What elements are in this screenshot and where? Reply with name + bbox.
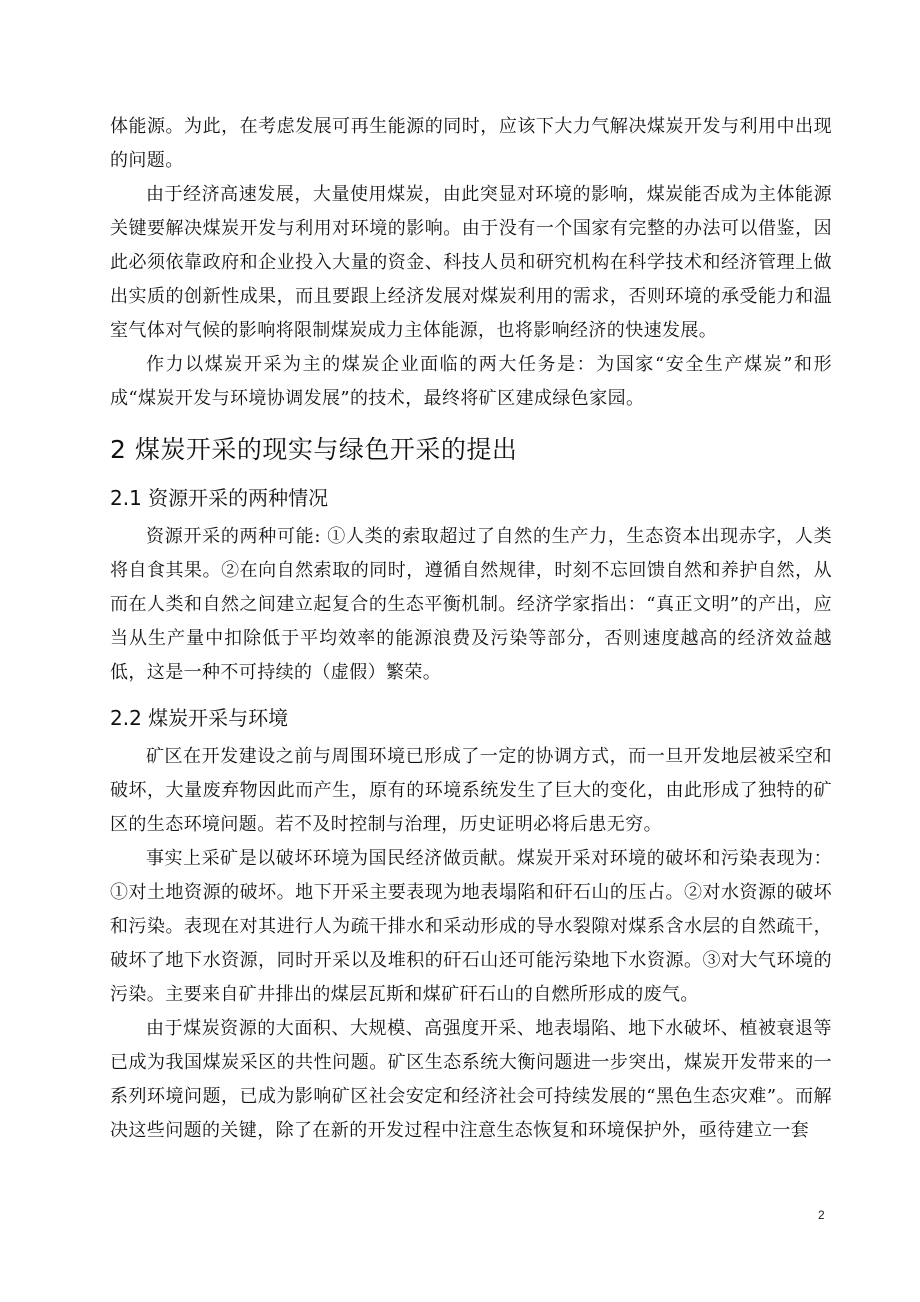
paragraph-mining-area: 矿区在开发建设之前与周围环境已形成了一定的协调方式，而一旦开发地层被采空和破坏，大量废弃物因此而产生，原有的环境系统发生了巨大的变化，由此形成了独特的矿区的生态环境问题。若不及时控制与治理，历史证明必将后患无穷。 [110,746,832,835]
paragraph-environmental-damage: 事实上采矿是以破坏环境为国民经济做贡献。煤炭开采对环境的破坏和污染表现为：①对土地资源的破坏。地下开采主要表现为地表塌陷和矸石山的压占。②对水资源的破坏和污染。表现在对其进行人为疏干排水和采动形成的导水裂隙对煤系含水层的自然疏干，破坏了地下水资源，同时开采以及堆积的矸石山还可能污染地下水资源。③对大气环境的污染。主要来自矿井排出的煤层瓦斯和煤矿矸石山的自燃所形成的废气。 [110,848,832,1005]
section-heading-2: 2 煤炭开采的现实与绿色开采的提出 [110,435,518,464]
paragraph-economy-impact: 由于经济高速发展，大量使用煤炭，由此突显对环境的影响，煤炭能否成为主体能源关键要解决煤炭开发与利用对环境的影响。由于没有一个国家有完整的办法可以借鉴，因此必须依靠政府和企业投入大量的资金、科技人员和研究机构在科学技术和经济管理上做出实质的创新性成果，而且要跟上经济发展对煤炭利用的需求，否则环境的承受能力和温室气体对气候的影响将限制煤炭成力主体能源，也将影响经济的快速发展。 [110,184,832,341]
paragraph-continued: 体能源。为此，在考虑发展可再生能源的同时，应该下大力气解决煤炭开发与利用中出现的问题。 [110,116,832,171]
paragraph-two-tasks: 作力以煤炭开采为主的煤炭企业面临的两大任务是：为国家“安全生产煤炭”和形成“煤炭开发与环境协调发展”的技术，最终将矿区建成绿色家园。 [110,354,832,409]
subsection-heading-2-1: 2.1 资源开采的两种情况 [110,486,329,510]
paragraph-resource-mining: 资源开采的两种可能: ①人类的索取超过了自然的生产力，生态资本出现赤字，人类将自食其果。②在向自然索取的同时，遵循自然规律，时刻不忘回馈自然和养护自然，从而在人类和自然之间建立起复合的生态平衡机制。经济学家指出：“真正文明”的产出，应当从生产量中扣除低于平均效率的能源浪费及污染等部分，否则速度越高的经济效益越低，这是一种不可持续的（虚假）繁荣。 [110,526,832,683]
page-body [110,110,832,1148]
subsection-heading-2-2: 2.2 煤炭开采与环境 [110,706,289,730]
page-number: 2 [818,1208,825,1222]
paragraph-common-problems: 由于煤炭资源的大面积、大规模、高强度开采、地表塌陷、地下水破坏、植被衰退等已成为我国煤炭采区的共性问题。矿区生态系统大衡问题进一步突出，煤炭开发带来的一系列环境问题，已成为影响矿区社会安定和经济社会可持续发展的“黑色生态灾难”。而解决这些问题的关键，除了在新的开发过程中注意生态恢复和环境保护外，亟待建立一套 [110,1018,832,1141]
